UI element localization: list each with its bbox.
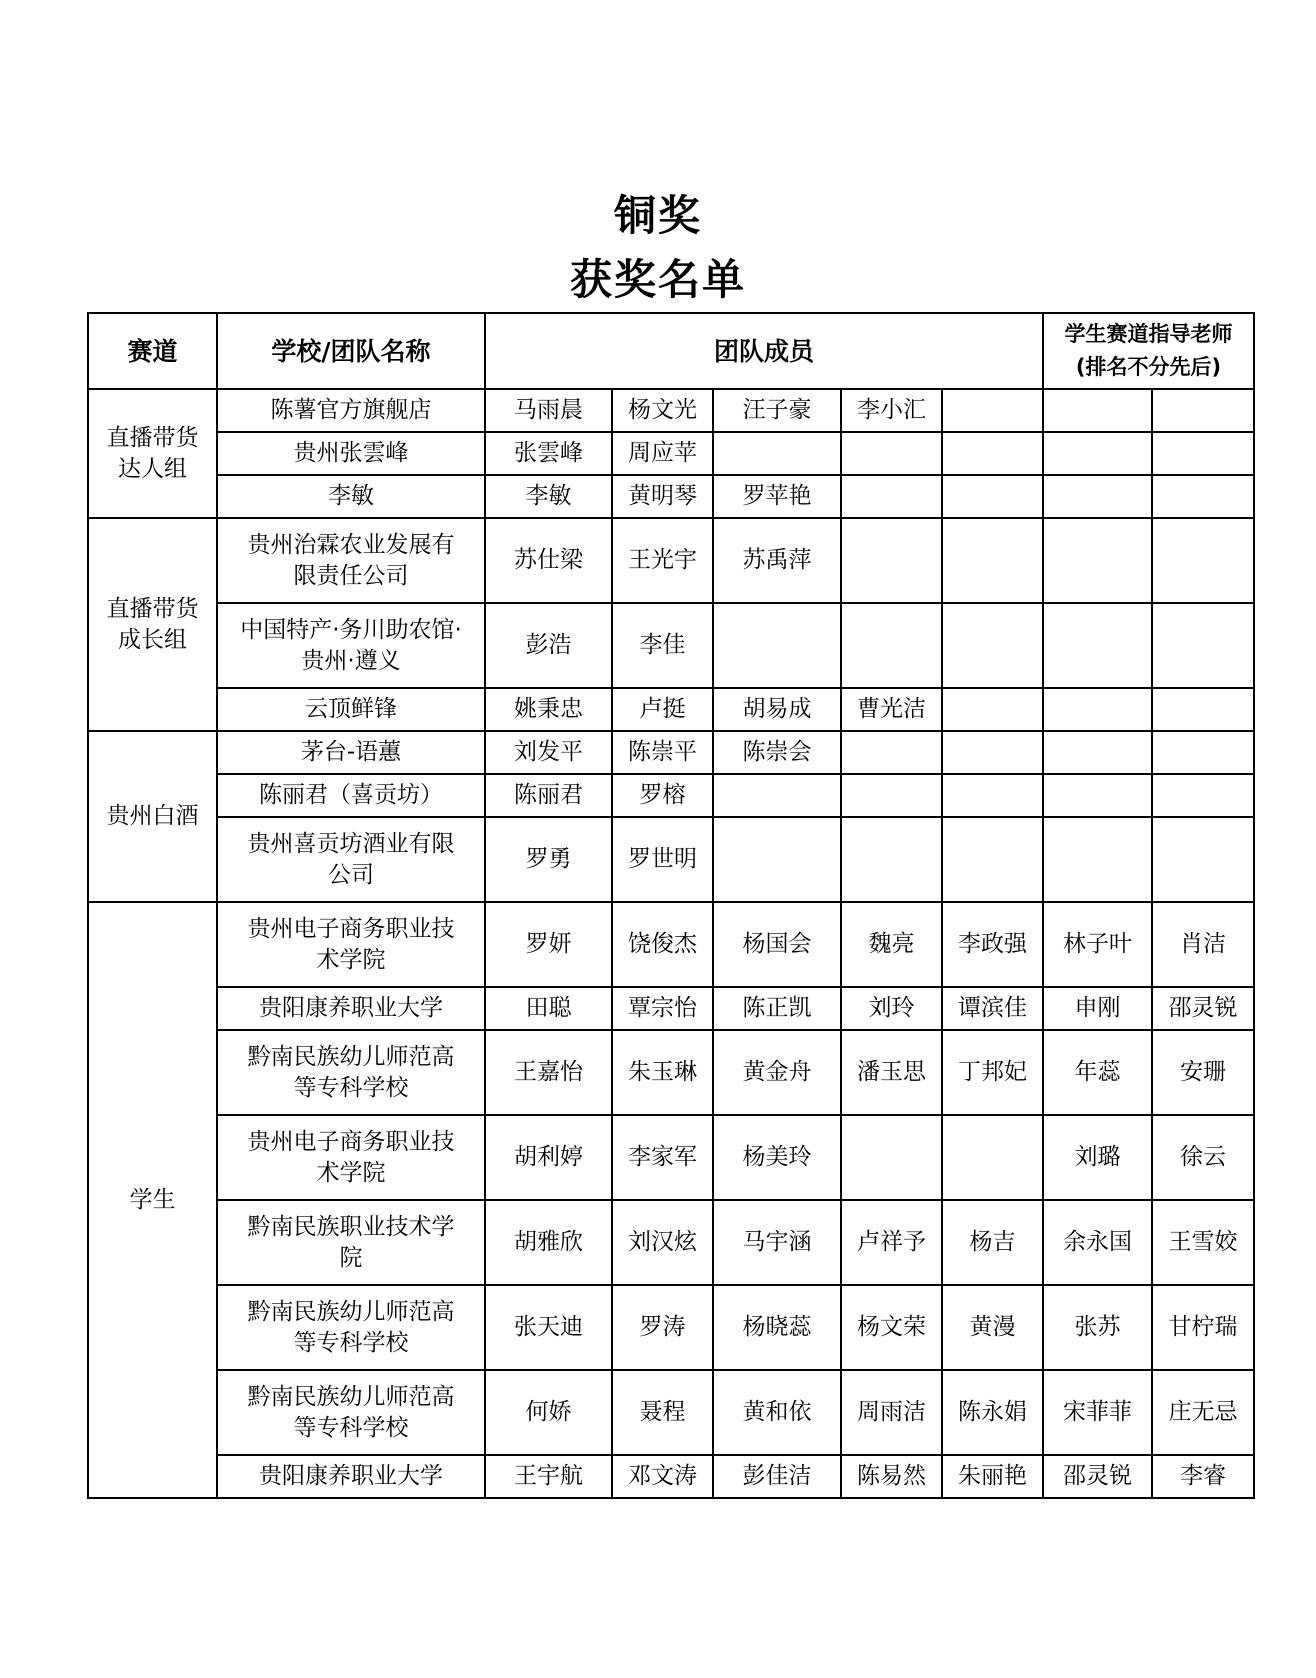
track-label: 直播带货	[106, 595, 199, 622]
member-cell: 丁邦妃	[942, 1030, 1043, 1115]
advisor-cell: 林子叶	[1043, 902, 1152, 987]
member-cell: 刘汉炫	[612, 1200, 713, 1285]
table-row	[88, 1455, 1254, 1498]
member-cell: 杨文光	[612, 389, 713, 432]
advisor-cell	[1043, 817, 1152, 902]
team-name: 陈薯官方旗舰店	[270, 397, 432, 423]
track-label: 成长组	[118, 626, 187, 653]
member-cell: 谭滨佳	[942, 987, 1043, 1030]
team-name: 等专科学校	[293, 1414, 409, 1441]
team-name-cell	[217, 902, 485, 987]
member-cell: 杨美玲	[713, 1115, 841, 1200]
member-cell: 罗妍	[485, 902, 612, 987]
member-cell: 何娇	[485, 1370, 612, 1455]
table-row	[88, 518, 1254, 603]
team-name-cell	[217, 603, 485, 688]
member-cell	[942, 518, 1043, 603]
track-cell	[88, 389, 217, 518]
advisor-cell: 徐云	[1152, 1115, 1254, 1200]
member-cell: 汪子豪	[713, 389, 841, 432]
advisor-cell	[1152, 603, 1254, 688]
team-name: 等专科学校	[293, 1329, 409, 1356]
member-cell: 朱玉琳	[612, 1030, 713, 1115]
track-cell	[88, 518, 217, 731]
member-cell	[713, 774, 841, 817]
page-subtitle: 获奖名单	[569, 255, 746, 304]
member-cell: 陈崇会	[713, 731, 841, 774]
member-cell: 陈易然	[841, 1455, 942, 1498]
member-cell: 杨文荣	[841, 1285, 942, 1370]
team-name-cell	[217, 1455, 485, 1498]
advisor-cell	[1152, 432, 1254, 475]
header-advisor-line2: (排名不分先后)	[1075, 355, 1222, 379]
table-row	[88, 389, 1254, 432]
member-cell: 马宇涵	[713, 1200, 841, 1285]
team-name: 贵州张雲峰	[293, 440, 409, 466]
member-cell	[841, 774, 942, 817]
member-cell: 刘发平	[485, 731, 612, 774]
member-cell: 朱丽艳	[942, 1455, 1043, 1498]
team-name-cell	[217, 1115, 485, 1200]
advisor-cell	[1043, 518, 1152, 603]
track-cell	[88, 902, 217, 1498]
advisor-cell: 肖洁	[1152, 902, 1254, 987]
member-cell: 邓文涛	[612, 1455, 713, 1498]
track-label: 直播带货	[106, 424, 199, 451]
team-name: 贵阳康养职业大学	[259, 995, 443, 1021]
team-name: 限责任公司	[293, 562, 409, 589]
member-cell: 李家军	[612, 1115, 713, 1200]
team-name-cell	[217, 987, 485, 1030]
member-cell: 杨晓蕊	[713, 1285, 841, 1370]
member-cell: 李政强	[942, 902, 1043, 987]
member-cell: 陈永娟	[942, 1370, 1043, 1455]
member-cell	[942, 817, 1043, 902]
award-table	[87, 312, 1255, 1499]
advisor-cell: 甘柠瑞	[1152, 1285, 1254, 1370]
member-cell: 覃宗怡	[612, 987, 713, 1030]
member-cell: 黄明琴	[612, 475, 713, 518]
advisor-cell	[1043, 688, 1152, 731]
member-cell: 田聪	[485, 987, 612, 1030]
team-name: 院	[339, 1244, 363, 1271]
team-name-cell	[217, 817, 485, 902]
team-name: 贵阳康养职业大学	[259, 1463, 443, 1489]
member-cell	[713, 603, 841, 688]
team-name: 贵州·遵义	[301, 647, 401, 674]
member-cell: 李敏	[485, 475, 612, 518]
advisor-cell: 宋菲菲	[1043, 1370, 1152, 1455]
team-name: 贵州喜贡坊酒业有限	[247, 830, 455, 857]
member-cell: 黄和依	[713, 1370, 841, 1455]
table-row	[88, 774, 1254, 817]
member-cell: 周雨洁	[841, 1370, 942, 1455]
member-cell: 姚秉忠	[485, 688, 612, 731]
table-row	[88, 1115, 1254, 1200]
member-cell: 魏亮	[841, 902, 942, 987]
member-cell: 王嘉怡	[485, 1030, 612, 1115]
advisor-cell: 安珊	[1152, 1030, 1254, 1115]
member-cell	[713, 432, 841, 475]
member-cell: 张天迪	[485, 1285, 612, 1370]
member-cell: 苏禹萍	[713, 518, 841, 603]
member-cell	[942, 688, 1043, 731]
track-label: 贵州白酒	[106, 803, 199, 829]
advisor-cell	[1043, 603, 1152, 688]
member-cell: 刘玲	[841, 987, 942, 1030]
team-name-cell	[217, 774, 485, 817]
member-cell	[942, 475, 1043, 518]
advisor-cell	[1152, 817, 1254, 902]
table-row	[88, 432, 1254, 475]
member-cell: 胡利婷	[485, 1115, 612, 1200]
table-row	[88, 987, 1254, 1030]
member-cell	[942, 603, 1043, 688]
table-row	[88, 731, 1254, 774]
team-name: 黔南民族幼儿师范高	[247, 1298, 455, 1325]
member-cell: 彭浩	[485, 603, 612, 688]
team-name: 贵州电子商务职业技	[247, 1128, 455, 1155]
member-cell	[841, 1115, 942, 1200]
table-row	[88, 817, 1254, 902]
team-name-cell	[217, 1030, 485, 1115]
table-row	[88, 688, 1254, 731]
member-cell: 李佳	[612, 603, 713, 688]
header-advisor	[1043, 313, 1254, 389]
header-advisor-line1: 学生赛道指导老师	[1064, 322, 1233, 346]
team-name: 茅台-语蕙	[300, 739, 402, 765]
member-cell: 杨吉	[942, 1200, 1043, 1285]
member-cell: 胡易成	[713, 688, 841, 731]
team-name: 公司	[328, 861, 374, 888]
member-cell: 苏仕梁	[485, 518, 612, 603]
member-cell	[942, 731, 1043, 774]
team-name: 术学院	[316, 946, 386, 973]
member-cell	[841, 518, 942, 603]
team-name-cell	[217, 432, 485, 475]
advisor-cell	[1043, 731, 1152, 774]
team-name-cell	[217, 518, 485, 603]
member-cell: 罗世明	[612, 817, 713, 902]
track-label: 达人组	[118, 455, 187, 482]
member-cell	[841, 475, 942, 518]
advisor-cell	[1043, 774, 1152, 817]
member-cell: 杨国会	[713, 902, 841, 987]
member-cell	[942, 389, 1043, 432]
advisor-cell: 申刚	[1043, 987, 1152, 1030]
table-row	[88, 1030, 1254, 1115]
member-cell: 罗苹艳	[713, 475, 841, 518]
team-name: 贵州电子商务职业技	[247, 915, 455, 942]
member-cell	[942, 1115, 1043, 1200]
table-row	[88, 1370, 1254, 1455]
team-name: 黔南民族职业技术学	[247, 1213, 455, 1240]
table-row	[88, 1200, 1254, 1285]
member-cell: 聂程	[612, 1370, 713, 1455]
member-cell	[942, 774, 1043, 817]
table-body	[88, 389, 1254, 1498]
team-name: 中国特产·务川助农馆·	[240, 616, 462, 643]
advisor-cell	[1152, 731, 1254, 774]
advisor-cell	[1152, 688, 1254, 731]
member-cell	[841, 817, 942, 902]
team-name: 云顶鲜锋	[305, 696, 397, 722]
advisor-cell: 邵灵锐	[1152, 987, 1254, 1030]
member-cell: 张雲峰	[485, 432, 612, 475]
header-row	[88, 313, 1254, 389]
member-cell	[942, 432, 1043, 475]
member-cell: 李小汇	[841, 389, 942, 432]
advisor-cell: 年蕊	[1043, 1030, 1152, 1115]
member-cell: 陈正凯	[713, 987, 841, 1030]
member-cell: 黄漫	[942, 1285, 1043, 1370]
advisor-cell	[1152, 774, 1254, 817]
member-cell: 陈崇平	[612, 731, 713, 774]
member-cell: 彭佳洁	[713, 1455, 841, 1498]
advisor-cell: 刘璐	[1043, 1115, 1152, 1200]
member-cell	[841, 603, 942, 688]
advisor-cell	[1152, 475, 1254, 518]
member-cell: 胡雅欣	[485, 1200, 612, 1285]
table-row	[88, 902, 1254, 987]
member-cell: 周应苹	[612, 432, 713, 475]
member-cell: 黄金舟	[713, 1030, 841, 1115]
table-row	[88, 475, 1254, 518]
team-name: 李敏	[328, 483, 374, 509]
member-cell: 饶俊杰	[612, 902, 713, 987]
member-cell	[713, 817, 841, 902]
member-cell: 潘玉思	[841, 1030, 942, 1115]
team-name-cell	[217, 389, 485, 432]
member-cell: 罗涛	[612, 1285, 713, 1370]
advisor-cell: 庄无忌	[1152, 1370, 1254, 1455]
advisor-cell	[1043, 475, 1152, 518]
team-name-cell	[217, 731, 485, 774]
header-track: 赛道	[88, 313, 217, 389]
table-row	[88, 603, 1254, 688]
advisor-cell: 邵灵锐	[1043, 1455, 1152, 1498]
team-name-cell	[217, 1200, 485, 1285]
member-cell: 陈丽君	[485, 774, 612, 817]
member-cell: 马雨晨	[485, 389, 612, 432]
member-cell: 曹光洁	[841, 688, 942, 731]
advisor-cell	[1043, 389, 1152, 432]
member-cell: 卢挺	[612, 688, 713, 731]
member-cell	[841, 432, 942, 475]
member-cell	[841, 731, 942, 774]
advisor-cell	[1152, 518, 1254, 603]
page-title: 铜奖	[613, 191, 702, 240]
advisor-cell	[1043, 432, 1152, 475]
member-cell: 王光宇	[612, 518, 713, 603]
advisor-cell: 张苏	[1043, 1285, 1152, 1370]
advisor-cell	[1152, 389, 1254, 432]
team-name: 等专科学校	[293, 1074, 409, 1101]
header-members: 团队成员	[485, 313, 1043, 389]
team-name-cell	[217, 1285, 485, 1370]
member-cell: 罗勇	[485, 817, 612, 902]
team-name: 黔南民族幼儿师范高	[247, 1043, 455, 1070]
advisor-cell: 李睿	[1152, 1455, 1254, 1498]
advisor-cell: 余永国	[1043, 1200, 1152, 1285]
team-name: 陈丽君（喜贡坊）	[259, 782, 443, 808]
member-cell: 卢祥予	[841, 1200, 942, 1285]
team-name-cell	[217, 1370, 485, 1455]
team-name: 术学院	[316, 1159, 386, 1186]
team-name-cell	[217, 688, 485, 731]
member-cell: 王宇航	[485, 1455, 612, 1498]
team-name: 黔南民族幼儿师范高	[247, 1383, 455, 1410]
track-cell	[88, 731, 217, 902]
table-row	[88, 1285, 1254, 1370]
advisor-cell: 王雪姣	[1152, 1200, 1254, 1285]
team-name: 贵州治霖农业发展有	[247, 531, 455, 558]
member-cell: 罗榕	[612, 774, 713, 817]
header-school: 学校/团队名称	[217, 313, 485, 389]
team-name-cell	[217, 475, 485, 518]
track-label: 学生	[129, 1186, 176, 1213]
